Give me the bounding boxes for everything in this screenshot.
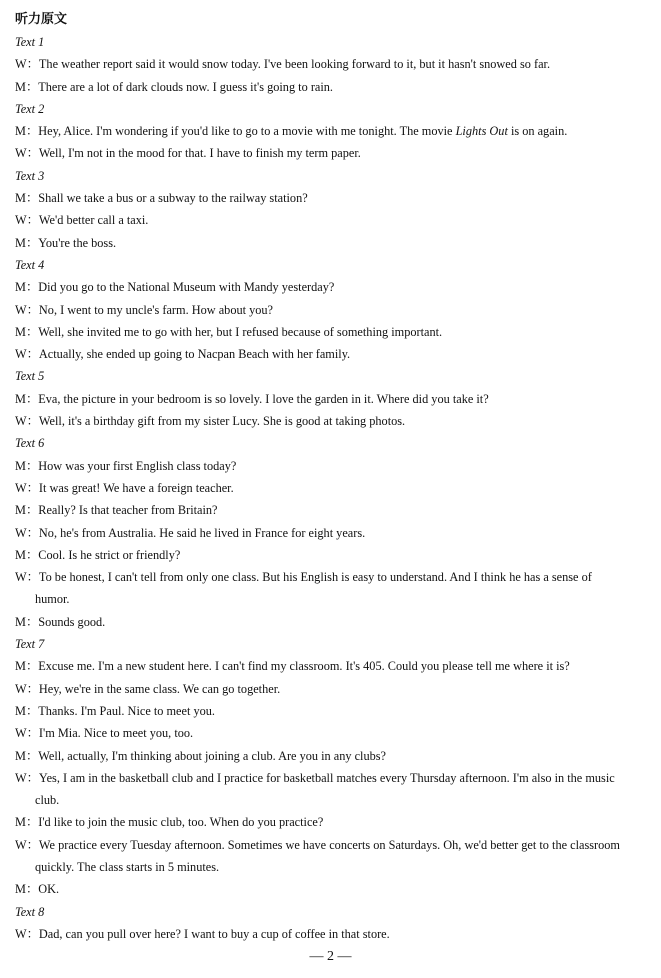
speaker-colon: ： (25, 324, 39, 339)
speaker-label: M (15, 191, 26, 206)
dialogue-turn (15, 722, 651, 744)
speaker-colon: ： (25, 280, 39, 295)
speaker-label: M (15, 124, 26, 139)
dialogue-line (15, 923, 651, 945)
section-label: Text 5 (15, 369, 45, 384)
dialogue-turn (15, 343, 651, 365)
utterance-text: OK. (38, 882, 60, 897)
speaker-colon: ： (25, 391, 39, 406)
section-label: Text 1 (15, 35, 45, 49)
dialogue-turn (15, 566, 651, 611)
dialogue-turn (15, 678, 651, 700)
speaker-label: M (15, 503, 26, 518)
speaker-colon: ： (25, 124, 39, 139)
utterance-text: club. (35, 793, 60, 808)
speaker-label: M (15, 235, 26, 250)
speaker-colon: ： (26, 726, 39, 741)
utterance-text: How was your first English class today? (38, 458, 237, 473)
page-number: — 2 — (309, 949, 352, 964)
speaker-colon: ： (26, 480, 39, 495)
dialogue-line (15, 299, 651, 321)
utterance-text: humor. (35, 592, 70, 607)
speaker-label: M (15, 547, 26, 562)
dialogue-line (15, 767, 651, 789)
speaker-label: M (15, 324, 26, 339)
dialogue-line (15, 142, 651, 164)
speaker-colon: ： (26, 146, 39, 161)
utterance-text: Hey, we're in the same class. We can go together. (38, 681, 281, 696)
speaker-colon: ： (25, 815, 39, 830)
utterance-text: Well, actually, I'm thinking about joining a club. Are you in any clubs? (38, 748, 386, 763)
section-label: Text 4 (15, 257, 45, 272)
speaker-colon: ： (26, 570, 39, 585)
speaker-colon: ： (26, 57, 39, 72)
speaker-colon: ： (25, 882, 39, 897)
utterance-text: Dad, can you pull over here? I want to buy a cup of coffee in that store. (38, 926, 390, 941)
utterance-text: Actually, she ended up going to Nacpan Beach with her family. (38, 347, 351, 362)
speaker-label: W (15, 57, 27, 72)
utterance-text: We'd better call a taxi. (38, 213, 149, 228)
utterance-text: It was great! We have a foreign teacher. (38, 480, 234, 495)
speaker-label: W (15, 770, 27, 785)
utterance-text: There are a lot of dark clouds now. I guess it's going to rain. (38, 79, 334, 94)
dialogue-turn (15, 53, 651, 75)
dialogue-turn (15, 811, 651, 833)
dialogue-line (15, 811, 651, 833)
dialogue-line-continued (15, 789, 651, 811)
section-label: Text 2 (15, 101, 45, 116)
transcript-content (15, 9, 651, 945)
utterance-text: Sounds good. (38, 614, 106, 629)
utterance-text: Excuse me. I'm a new student here. I can't find my classroom. It's 405. Could you please tell me where it is? (38, 659, 570, 674)
utterance-text: I'd like to join the music club, too. When do you practice? (38, 815, 324, 830)
utterance-text: Did you go to the National Museum with Mandy yesterday? (38, 280, 335, 295)
dialogue-turn (15, 700, 651, 722)
dialogue-line (15, 76, 651, 98)
utterance-text: Really? Is that teacher from Britain? (38, 503, 218, 518)
dialogue-line (15, 611, 651, 633)
dialogue-line (15, 834, 651, 856)
dialogue-line-continued (15, 588, 651, 610)
dialogue-turn (15, 655, 651, 677)
speaker-label: W (15, 302, 27, 317)
speaker-colon: ： (25, 191, 39, 206)
speaker-label: W (15, 480, 27, 495)
speaker-label: W (15, 681, 27, 696)
dialogue-turn (15, 455, 651, 477)
speaker-label: M (15, 748, 26, 763)
dialogue-line (15, 321, 651, 343)
dialogue-line (15, 120, 651, 142)
speaker-label: W (15, 525, 27, 540)
utterance-text: Well, it's a birthday gift from my sister Lucy. She is good at taking photos. (38, 414, 406, 429)
dialogue-line (15, 388, 651, 410)
speaker-colon: ： (25, 235, 39, 250)
speaker-label: M (15, 280, 26, 295)
dialogue-turn (15, 834, 651, 879)
speaker-label: M (15, 458, 26, 473)
section-label: Text 6 (15, 436, 45, 451)
speaker-colon: ： (25, 458, 39, 473)
dialogue-turn (15, 923, 651, 945)
dialogue-turn (15, 522, 651, 544)
speaker-colon: ： (26, 926, 39, 941)
speaker-label: W (15, 347, 27, 362)
speaker-label: W (15, 414, 27, 429)
dialogue-turn (15, 878, 651, 900)
speaker-label: W (15, 570, 27, 585)
dialogue-turn (15, 299, 651, 321)
dialogue-line (15, 544, 651, 566)
section-label: Text 8 (15, 904, 45, 919)
speaker-colon: ： (25, 748, 39, 763)
dialogue-turn (15, 142, 651, 164)
utterance-text: I'm Mia. Nice to meet you, too. (38, 726, 194, 741)
dialogue-line (15, 700, 651, 722)
dialogue-turn (15, 388, 651, 410)
utterance-text: No, he's from Australia. He said he lived in France for eight years. (38, 525, 366, 540)
dialogue-line (15, 499, 651, 521)
speaker-label: W (15, 213, 27, 228)
speaker-label: W (15, 146, 27, 161)
dialogue-turn (15, 611, 651, 633)
dialogue-line (15, 655, 651, 677)
speaker-label: M (15, 882, 26, 897)
dialogue-line (15, 53, 651, 75)
dialogue-turn (15, 187, 651, 209)
dialogue-line (15, 878, 651, 900)
utterance-text: quickly. The class starts in 5 minutes. (35, 859, 220, 874)
speaker-colon: ： (25, 703, 39, 718)
dialogue-line (15, 522, 651, 544)
speaker-colon: ： (25, 659, 39, 674)
speaker-label: M (15, 703, 26, 718)
dialogue-turn (15, 499, 651, 521)
speaker-colon: ： (26, 414, 39, 429)
speaker-colon: ： (26, 347, 39, 362)
dialogue-line (15, 232, 651, 254)
document-title: 听力原文 (15, 12, 68, 27)
section-label: Text 3 (15, 168, 45, 183)
utterance-text: Shall we take a bus or a subway to the railway station? (38, 191, 308, 206)
dialogue-turn (15, 209, 651, 231)
dialogue-turn (15, 76, 651, 98)
dialogue-line (15, 410, 651, 432)
dialogue-line (15, 276, 651, 298)
speaker-colon: ： (26, 770, 39, 785)
utterance-text: We practice every Tuesday afternoon. Sometimes we have concerts on Saturdays. Oh, we'd better get to the classroom (38, 837, 620, 852)
speaker-colon: ： (25, 614, 39, 629)
dialogue-line (15, 477, 651, 499)
section-label: Text 7 (15, 637, 45, 652)
speaker-label: M (15, 391, 26, 406)
utterance-text: Well, she invited me to go with her, but I refused because of something important. (38, 324, 443, 339)
dialogue-line (15, 209, 651, 231)
speaker-label: M (15, 614, 26, 629)
transcript-body (15, 31, 651, 945)
dialogue-line (15, 722, 651, 744)
dialogue-line (15, 455, 651, 477)
speaker-label: W (15, 926, 27, 941)
speaker-label: M (15, 815, 26, 830)
speaker-colon: ： (25, 79, 39, 94)
dialogue-turn (15, 410, 651, 432)
utterance-text: Eva, the picture in your bedroom is so lovely. I love the garden in it. Where did you take it? (38, 391, 489, 406)
speaker-colon: ： (25, 547, 39, 562)
dialogue-turn (15, 120, 651, 142)
speaker-colon: ： (26, 213, 39, 228)
speaker-label: W (15, 726, 27, 741)
utterance-text: Well, I'm not in the mood for that. I have to finish my term paper. (38, 146, 361, 161)
utterance-text: Cool. Is he strict or friendly? (38, 547, 181, 562)
dialogue-line (15, 187, 651, 209)
speaker-colon: ： (26, 681, 39, 696)
dialogue-line (15, 343, 651, 365)
dialogue-turn (15, 276, 651, 298)
dialogue-turn (15, 745, 651, 767)
utterance-text: The weather report said it would snow today. I've been looking forward to it, but it hasn't snowed so far. (38, 57, 551, 72)
speaker-label: M (15, 659, 26, 674)
dialogue-line-continued (15, 856, 651, 878)
speaker-label: W (15, 837, 27, 852)
dialogue-line (15, 566, 651, 588)
speaker-label: M (15, 79, 26, 94)
dialogue-line (15, 745, 651, 767)
utterance-text: Hey, Alice. I'm wondering if you'd like to go to a movie with me tonight. The movie Lights Out is on again. (38, 124, 568, 139)
dialogue-turn (15, 477, 651, 499)
utterance-text: No, I went to my uncle's farm. How about you? (38, 302, 274, 317)
utterance-text: Thanks. I'm Paul. Nice to meet you. (38, 703, 215, 718)
speaker-colon: ： (26, 837, 39, 852)
movie-title: Lights Out (455, 124, 508, 139)
speaker-colon: ： (26, 525, 39, 540)
speaker-colon: ： (26, 302, 39, 317)
dialogue-turn (15, 544, 651, 566)
speaker-colon: ： (25, 503, 39, 518)
dialogue-turn (15, 321, 651, 343)
dialogue-turn (15, 232, 651, 254)
utterance-text: To be honest, I can't tell from only one class. But his English is easy to understand. And I think he has a sense of (38, 570, 592, 585)
dialogue-turn (15, 767, 651, 812)
utterance-text: You're the boss. (38, 235, 117, 250)
dialogue-line (15, 678, 651, 700)
utterance-text: Yes, I am in the basketball club and I practice for basketball matches every Thursday afternoon. I'm also in the music (38, 770, 615, 785)
